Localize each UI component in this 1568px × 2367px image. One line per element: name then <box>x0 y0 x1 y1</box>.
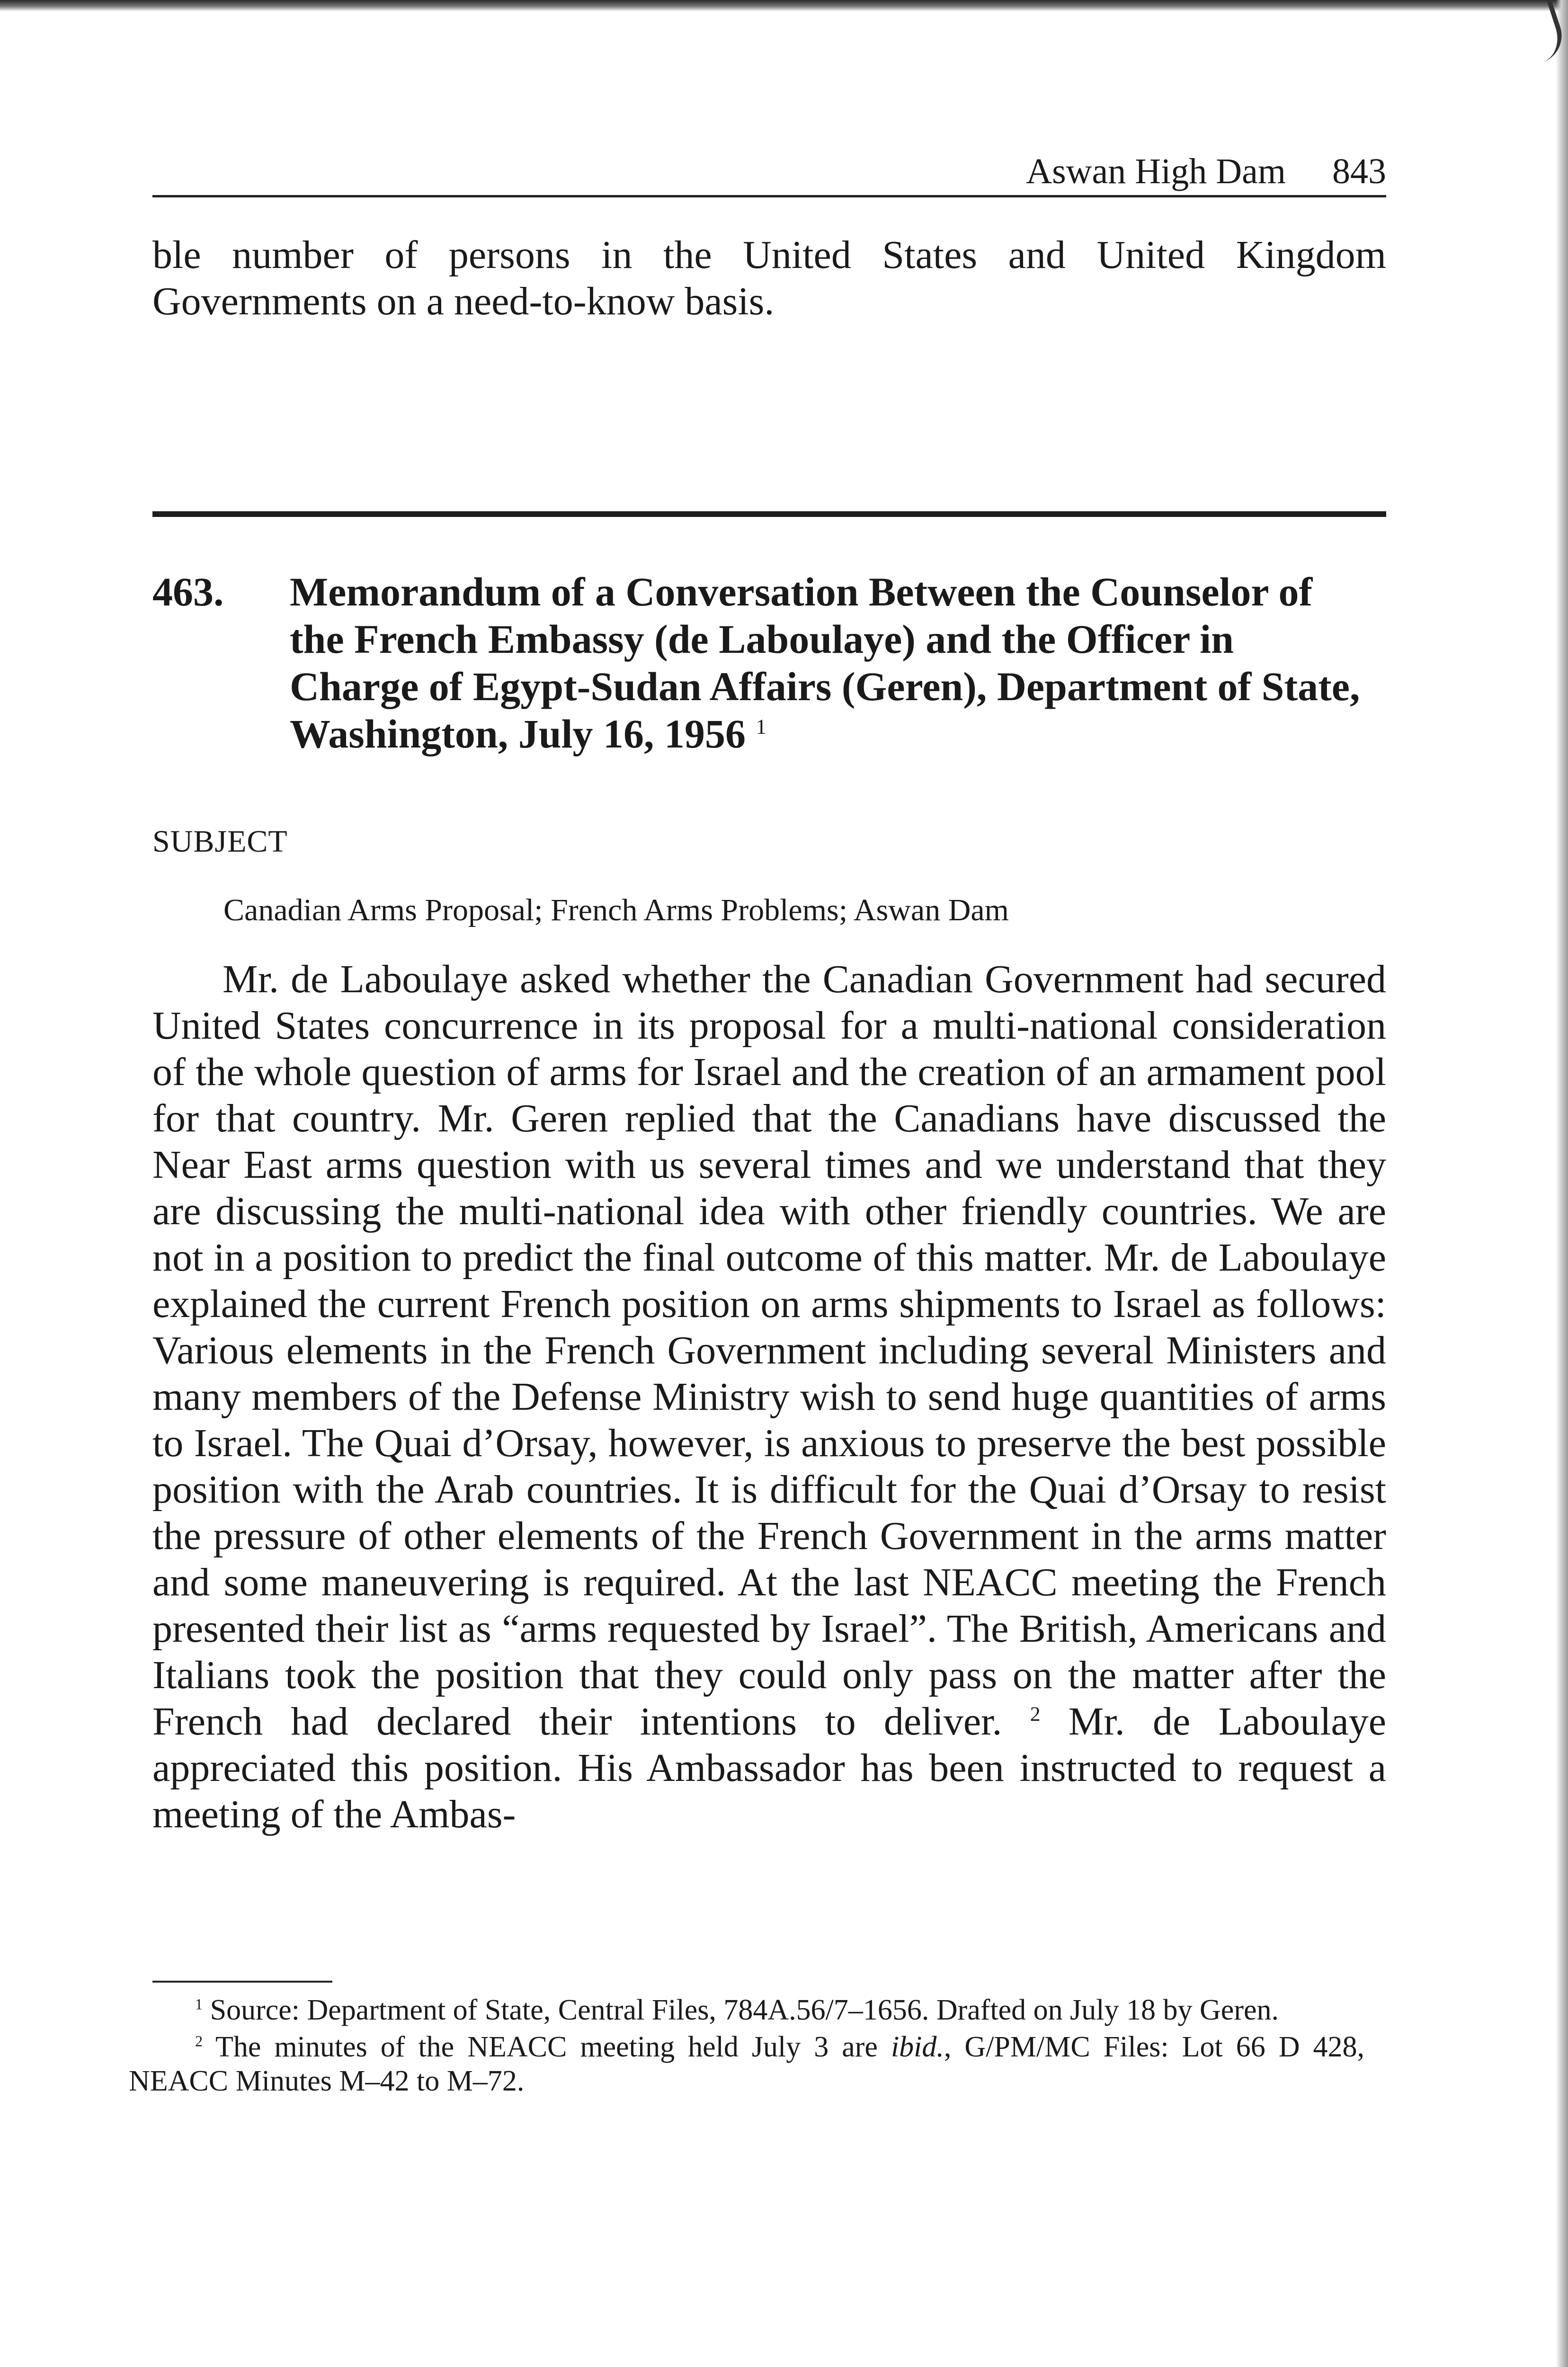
running-head <box>152 152 1386 197</box>
footnote-2-text-after: , G/PM/MC Files: Lot 66 D 428, NEACC Minutes M–42 to M–72. <box>129 2031 1365 2097</box>
subject-label: SUBJECT <box>152 824 288 859</box>
footnotes <box>129 1993 1364 2101</box>
footnote-1 <box>129 1993 1364 2027</box>
document-title-text: Memorandum of a Conversation Between the Counselor of the French Embassy (de Laboulaye) and the Officer in Charge of Egypt-Sudan Affairs (Geren), Department of State, Washington, July 16, 1956 <box>290 569 1360 756</box>
memo-body-paragraph <box>152 956 1386 1838</box>
title-footnote-ref[interactable]: 1 <box>756 714 766 739</box>
footnote-2-ibid: ibid. <box>891 2031 944 2063</box>
document-number: 463. <box>152 569 224 614</box>
footnote-1-ref: 1 <box>195 1995 203 2013</box>
document-title <box>290 568 1364 757</box>
footnote-2-text-before: The minutes of the NEACC meeting held July 3 are <box>215 2031 878 2063</box>
page-number: 843 <box>1332 151 1386 191</box>
footnote-rule <box>152 1981 332 1983</box>
footnote-2-ref: 2 <box>195 2032 203 2050</box>
subject-text: Canadian Arms Proposal; French Arms Problems; Aswan Dam <box>223 893 1009 927</box>
section-divider <box>152 511 1386 517</box>
running-head-title: Aswan High Dam <box>1026 151 1286 191</box>
footnote-2 <box>129 2030 1364 2098</box>
continuation-paragraph: ble number of persons in the United States and United Kingdom Governments on a need-to-know basis. <box>152 233 1386 323</box>
body-footnote-ref[interactable]: 2 <box>1030 1703 1041 1726</box>
body-text-part1: Mr. de Laboulaye asked whether the Canadian Government had secured United States concurrence in its proposal for a multi-national consideration of the whole question of arms for Israel and the creation of an armament pool for that country. Mr. Geren replied that the Canadians have discussed the Near East arms question with us several times and we understand that they are discussing the multi-national idea with other friendly countries. We are not in a position to predict the final outcome of this matter. Mr. de Laboulaye explained the current French position on arms shipments to Israel as follows: Various elements in the French Government including several Ministers and many members of the Defense Ministry wish to send huge quantities of arms to Israel. The Quai d’Orsay, however, is anxious to preserve the best possible position with the Arab countries. It is difficult for the Quai d’Orsay to resist the pressure of other elements of the French Government in the arms matter and some maneuvering is required. At the last NEACC meeting the French presented their list as “arms requested by Israel”. The British, Americans and Italians took the position that they could only pass on the matter after the French had declared their intentions to deliver. <box>152 957 1386 1744</box>
scan-right-edge <box>1556 0 1568 2367</box>
scan-top-edge <box>0 0 1568 11</box>
footnote-1-text: Source: Department of State, Central Files, 784A.56/7–1656. Drafted on July 18 by Geren. <box>210 1994 1279 2026</box>
body-text-part2: Mr. de Laboulaye appreciated this position. His Ambassador has been instructed to request a meeting of the Ambas- <box>152 1700 1386 1836</box>
